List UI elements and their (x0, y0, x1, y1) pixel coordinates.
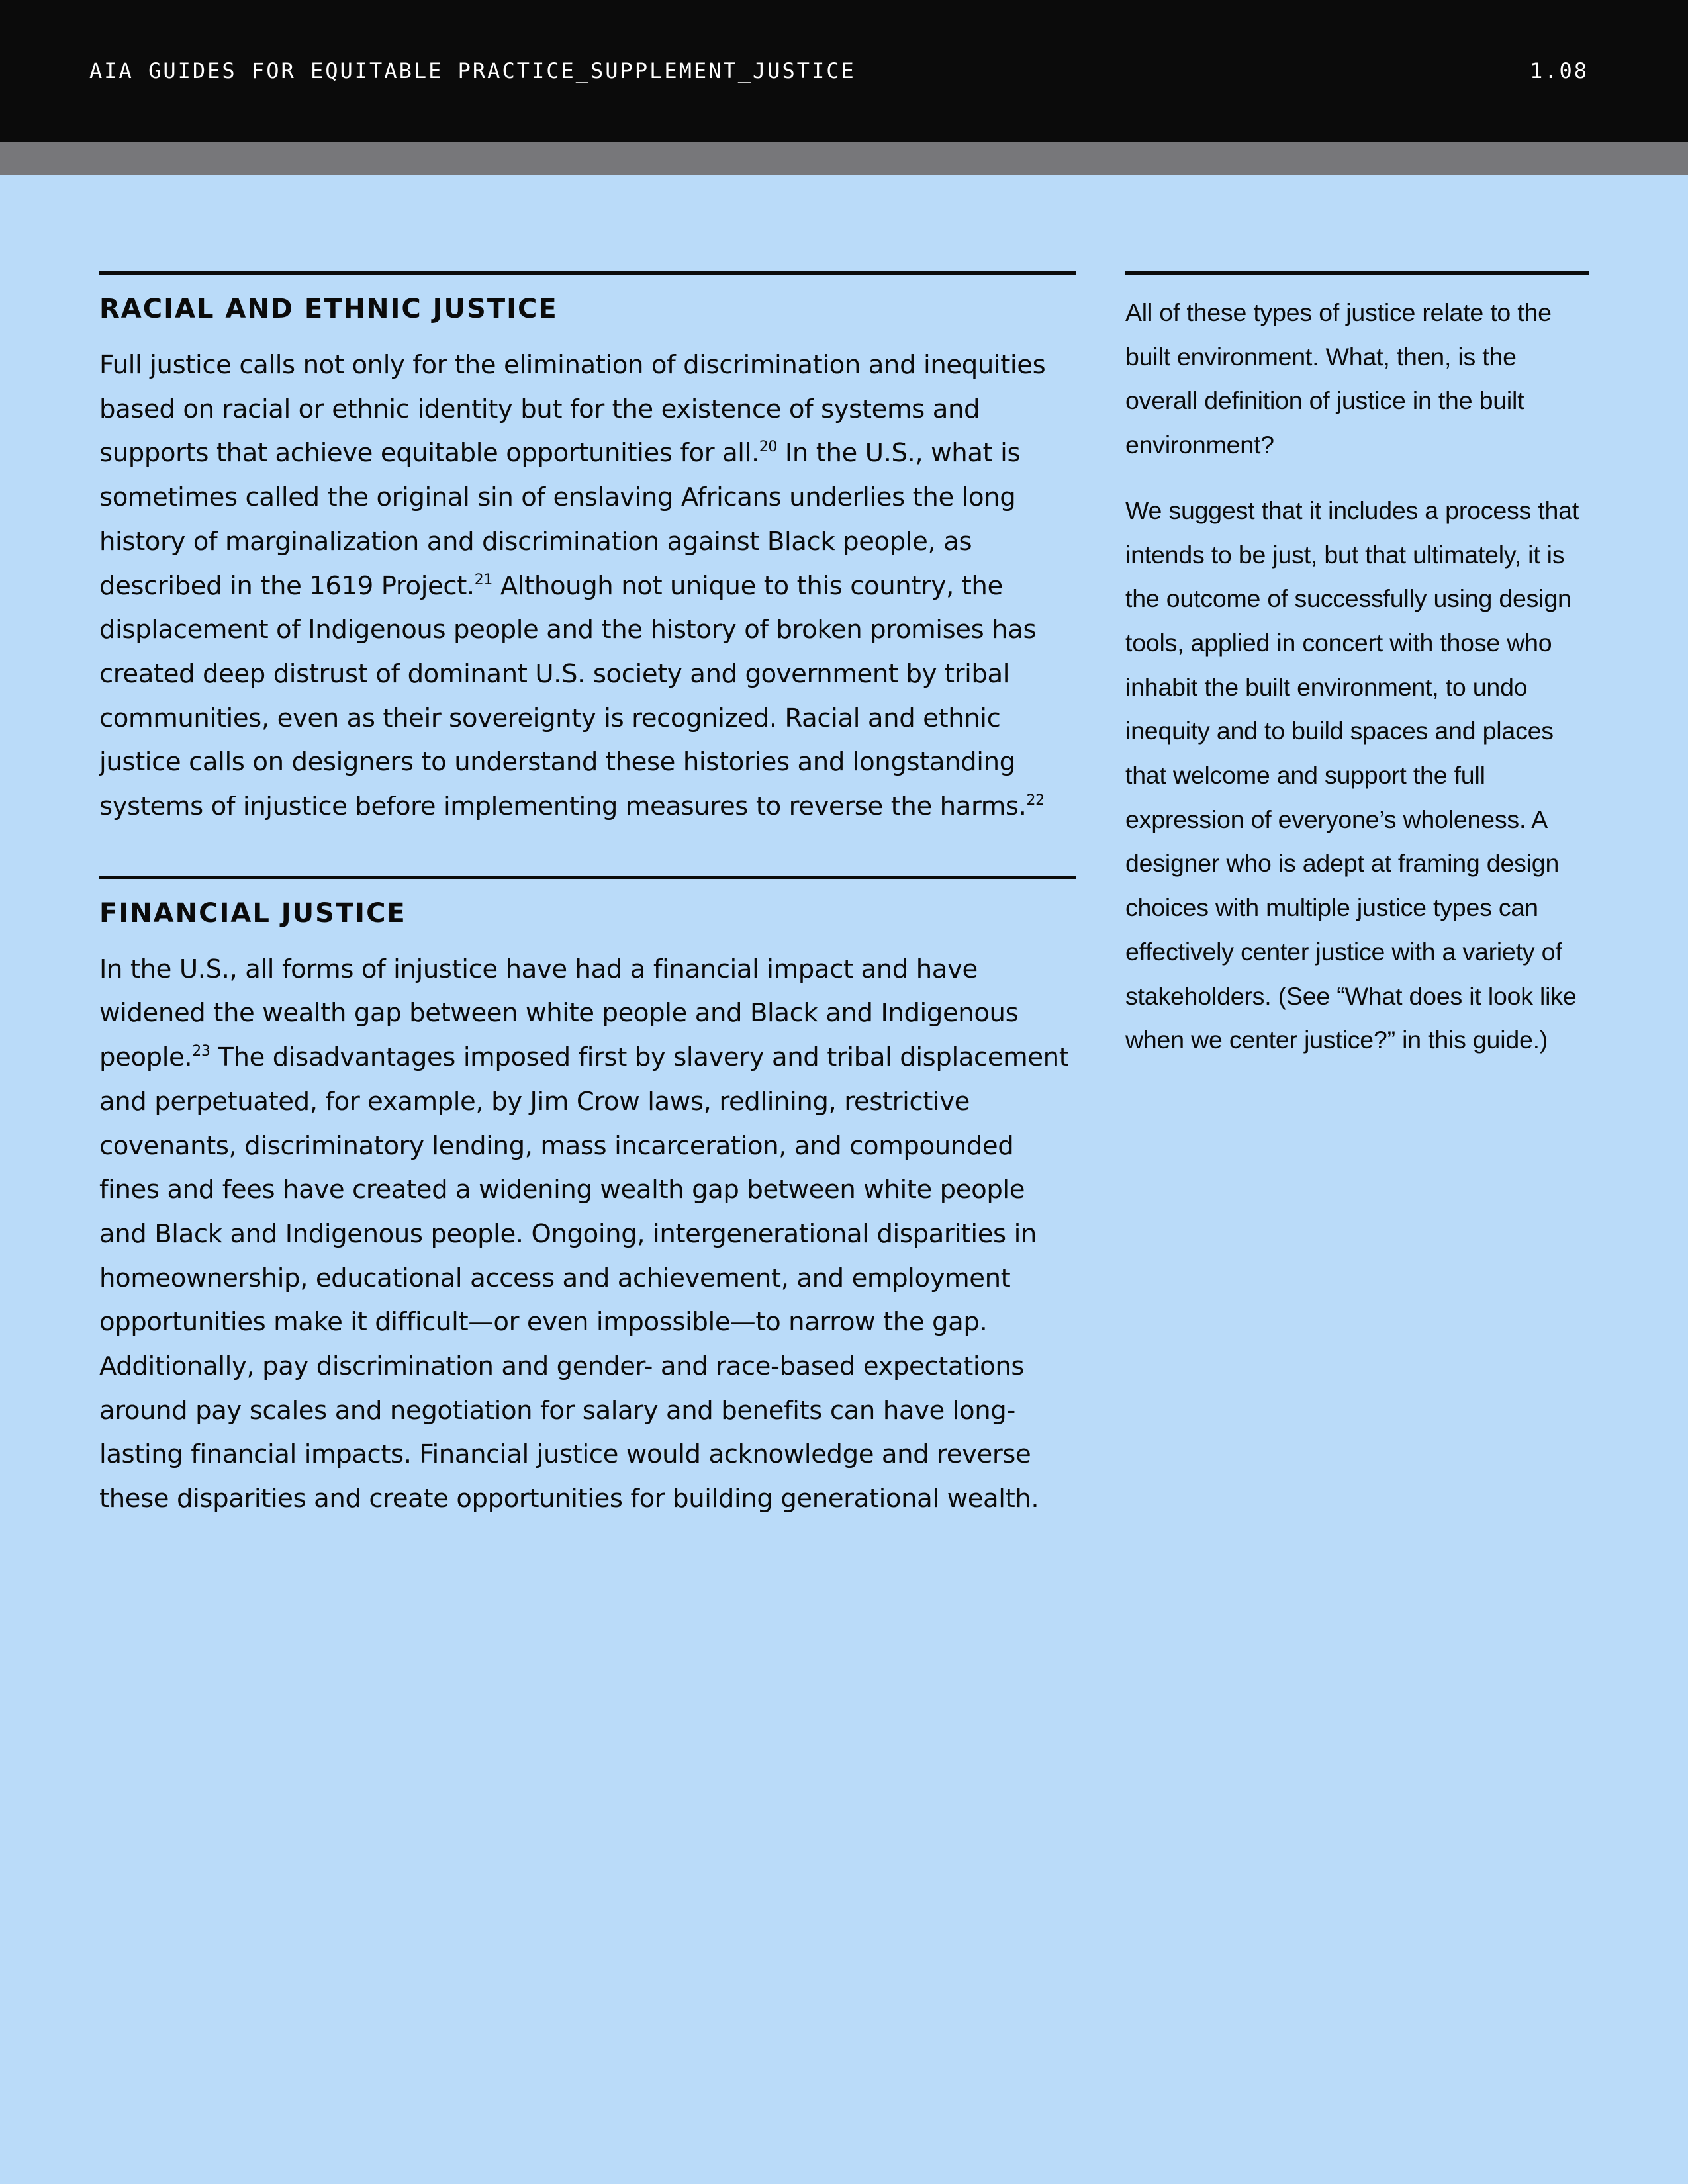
footnote-ref-22: 22 (1026, 792, 1045, 809)
sidebar-rule (1125, 271, 1589, 1062)
footnote-ref-20: 20 (759, 439, 778, 456)
racial-text-3: Although not unique to this country, the displacement of Indigenous people and the history of broken promises has created deep distrust of dominant U.S. society and government by tribal communities, even as their sovereignty is recognized. Racial and ethnic justice calls on designers to understand these histories and longstanding systems of injustice before implementing measures to reverse the harms. (99, 570, 1037, 822)
financial-text-1: In the U.S., all forms of injustice have had a financial impact and have widened the wealth gap between white people and Black and Indigenous people. (99, 954, 1019, 1073)
section-title-financial-justice: FINANCIAL JUSTICE (99, 897, 406, 929)
racial-ethnic-justice-paragraph (99, 343, 1076, 829)
section-title-racial-ethnic-justice: RACIAL AND ETHNIC JUSTICE (99, 294, 558, 324)
financial-justice-paragraph (99, 948, 1076, 1522)
page-number: 1.08 (1529, 58, 1589, 83)
page-header (0, 0, 1688, 142)
racial-ethnic-justice-section (99, 271, 1076, 829)
financial-justice-section (99, 876, 1076, 1522)
footnote-ref-23: 23 (192, 1043, 211, 1060)
racial-text-1: Full justice calls not only for the elimination of discrimination and inequities based on racial or ethnic identity but for the existence of systems and supports that achieve equitable opportunities for all. (99, 350, 1046, 469)
header-band (0, 142, 1688, 175)
main-column (99, 271, 1076, 1522)
footnote-ref-21: 21 (474, 571, 492, 588)
sidebar-paragraph-2: We suggest that it includes a process that intends to be just, but that ultimately, it is the outcome of successfully using design tools, applied in concert with those who inhabit the built environment, to undo inequity and to build spaces and places that welcome and support the full expression of everyone’s wholeness. A designer who is adept at framing design choices with multiple justice types can effectively center justice with a variety of stakeholders. (See “What does it look like when we center justice?” in this guide.) (1125, 496, 1579, 1054)
sidebar-paragraph-1: All of these types of justice relate to the built environment. What, then, is the overall definition of justice in the built environment? (1125, 298, 1552, 459)
racial-text-2: In the U.S., what is sometimes called the original sin of enslaving Africans underlies the long history of marginalization and discrimination against Black people, as described in the 1619 Project. (99, 438, 1021, 601)
running-head: AIA GUIDES FOR EQUITABLE PRACTICE_SUPPLEMENT_JUSTICE (89, 58, 856, 83)
sidebar-column (1125, 271, 1589, 1062)
financial-text-2: The disadvantages imposed first by slavery and tribal displacement and perpetuated, for example, by Jim Crow laws, redlining, restrictive covenants, discriminatory lending, mass incarceration, and compounded fines and fees have created a widening wealth gap between white people and Black and Indigenous people. Ongoing, intergenerational disparities in homeownership, educational access and achievement, and employment opportunities make it difficult—or even impossible—to narrow the gap. Additionally, pay discrimination and gender- and race-based expectations around pay scales and negotiation for salary and benefits can have long-lasting financial impacts. Financial justice would acknowledge and reverse these disparities and create opportunities for building generational wealth. (99, 1042, 1069, 1514)
